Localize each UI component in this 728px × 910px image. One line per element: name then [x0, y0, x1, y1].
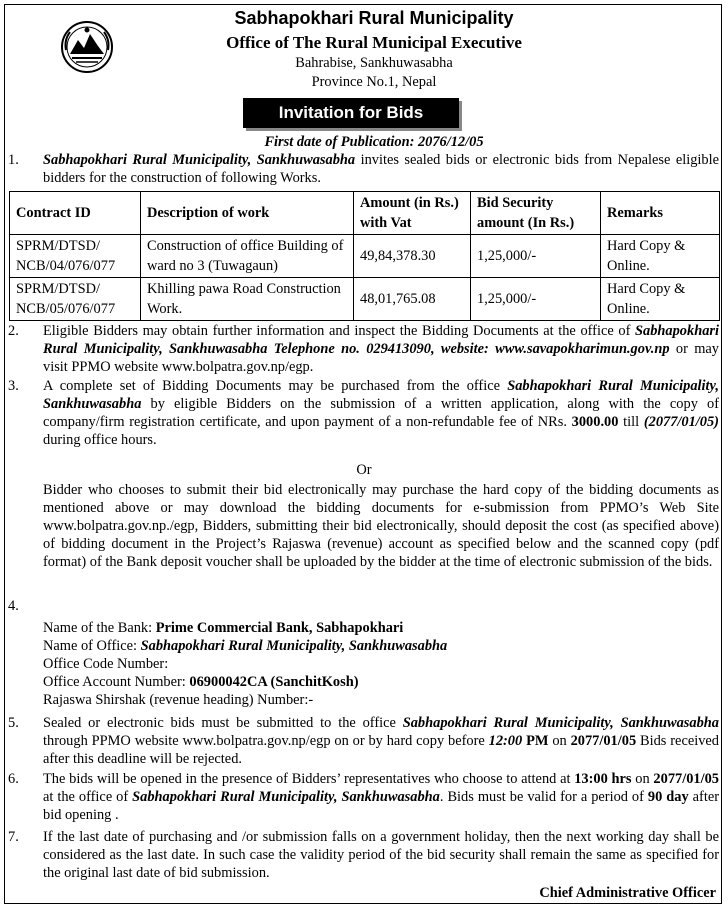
amount: 48,01,765.08	[354, 278, 471, 321]
item-number: 1.	[8, 152, 19, 168]
account-line	[43, 673, 719, 691]
item-text: after bid opening .	[43, 789, 720, 823]
org-ref: Sabhapokhari Rural Municipality, Sankhuwasabha	[43, 152, 356, 168]
bank-label: Name of the Bank:	[43, 620, 156, 636]
item-text: on	[631, 771, 654, 787]
item-5	[43, 714, 719, 768]
address-line-1: Bahrabise, Sankhuwasabha	[295, 55, 453, 71]
deadline-date: (2077/01/05)	[643, 414, 719, 430]
bid-security: 1,25,000/-	[471, 235, 601, 278]
deadline-date: 2077/01/05	[570, 733, 637, 749]
item-2	[43, 322, 719, 376]
item-text: . Bids must be valid for a period of	[439, 789, 648, 805]
opening-date: 2077/01/05	[653, 771, 719, 787]
validity-period: 90 day	[647, 789, 689, 805]
item-text: invites sealed bids or electronic bids from Nepalese eligible bidders for the construction of following Works.	[43, 152, 720, 186]
contract-id: SPRM/DTSD/ NCB/05/076/077	[10, 278, 141, 321]
item-number: 3.	[8, 378, 19, 394]
item-text: or may visit PPMO website www.bolpatra.gov.np/egp.	[43, 341, 719, 375]
org-ref: Sabhapokhari Rural Municipality, Sankhuwasabha	[402, 715, 719, 731]
item-text: A complete set of Bidding Documents may be purchased from the office	[43, 378, 508, 394]
item-number: 6.	[8, 771, 19, 787]
item-7: If the last date of purchasing and /or submission falls on a government holiday, then the next working day shall be considered as the last date. In such case the validity period of the bid security shall remain the same as specified for the original last date of bid submission.	[43, 829, 719, 881]
remarks: Hard Copy & Online.	[601, 278, 720, 321]
signature: Chief Administrative Officer	[539, 885, 716, 901]
table-row	[10, 278, 720, 321]
item-number: 7.	[8, 829, 19, 845]
or-separator: Or	[356, 462, 372, 478]
item-text: Bids received after this deadline will be rejected.	[43, 733, 719, 767]
account-value: 06900042CA (SanchitKosh)	[189, 674, 359, 690]
bid-security: 1,25,000/-	[471, 278, 601, 321]
table-header: Amount (in Rs.) with Vat	[354, 192, 471, 235]
office-value: Sabhapokhari Rural Municipality, Sankhuwasabha	[140, 638, 448, 654]
item-number: 4.	[8, 598, 19, 614]
rajaswa-line: Rajaswa Shirshak (revenue heading) Number:-	[43, 692, 314, 708]
table-header: Contract ID	[10, 192, 141, 235]
deadline-time: 12:00	[488, 733, 523, 749]
office-name-line	[43, 637, 719, 655]
bank-value: Prime Commercial Bank, Sabhapokhari	[155, 620, 404, 636]
work-description: Construction of office Building of ward no 3 (Tuwagaun)	[141, 235, 354, 278]
item-3-electronic: Bidder who chooses to submit their bid electronically may purchase the hard copy of the bidding documents as mentioned above or may download the bidding documents for e-submission from PPMO’s Web Site www.bolpatra.gov.np./egp, Bidders, submitting their bid electronically, should deposit the cost (as specified above) of bidding document in the Project’s Rajaswa (revenue) account as specified below and the scanned copy (pdf format) of the Bank deposit voucher shall be uploaded by the bidder at the time of electronic submission of the bids.	[43, 482, 719, 570]
fee-amount: 3000.00	[571, 414, 619, 430]
item-text: Sealed or electronic bids must be submitted to the office	[43, 715, 403, 731]
item-4	[43, 619, 719, 709]
table-header: Remarks	[601, 192, 720, 235]
office-name: Office of The Rural Municipal Executive	[226, 33, 522, 52]
item-text: The bids will be opened in the presence of Bidders’ representatives who choose to attend at	[43, 771, 575, 787]
banner-title: Invitation for Bids	[278, 103, 424, 122]
contract-id: SPRM/DTSD/ NCB/04/076/077	[10, 235, 141, 278]
bank-name-line	[43, 619, 719, 637]
org-ref: Sabhapokhari Rural Municipality, Sankhuwasabha	[43, 378, 719, 412]
org-name: Sabhapokhari Rural Municipality	[234, 8, 514, 28]
item-6	[43, 770, 719, 824]
org-ref: Sabhapokhari Rural Municipality, Sankhuwasabha	[132, 789, 440, 805]
item-text: on	[548, 733, 571, 749]
item-3	[43, 377, 719, 449]
account-label: Office Account Number:	[43, 674, 190, 690]
item-number: 2.	[8, 323, 19, 339]
item-text: Eligible Bidders may obtain further information and inspect the Bidding Documents at the office of	[43, 323, 636, 339]
table-header: Bid Security amount (In Rs.)	[471, 192, 601, 235]
works-table	[9, 191, 720, 321]
opening-time: 13:00 hrs	[574, 771, 632, 787]
table-row	[10, 235, 720, 278]
item-text: through PPMO website www.bolpatra.gov.np/egp on or by hard copy before	[43, 733, 489, 749]
table-header-row	[10, 192, 720, 235]
item-number: 5.	[8, 715, 19, 731]
remarks: Hard Copy & Online.	[601, 235, 720, 278]
publication-date: First date of Publication: 2076/12/05	[264, 134, 484, 150]
work-description: Khilling pawa Road Construction Work.	[141, 278, 354, 321]
table-header: Description of work	[141, 192, 354, 235]
office-code-line: Office Code Number:	[43, 656, 169, 672]
amount: 49,84,378.30	[354, 235, 471, 278]
deadline-time-suffix: PM	[526, 733, 549, 749]
item-text: during office hours.	[43, 432, 157, 448]
item-text: at the office of	[43, 789, 133, 805]
item-text: till	[618, 414, 644, 430]
item-1	[43, 151, 719, 187]
address-line-2: Province No.1, Nepal	[311, 74, 437, 90]
contact-info: Sabhapokhari Rural Municipality, Sankhuwasabha Telephone no. 029413090, website: www.savapokharimun.gov.np	[43, 323, 719, 357]
title-banner	[243, 98, 459, 128]
office-label: Name of Office:	[43, 638, 141, 654]
item-text: by eligible Bidders on the submission of a written application, along with the copy of company/firm registration certificate, and upon payment of a non-refundable fee of NRs.	[43, 396, 719, 430]
